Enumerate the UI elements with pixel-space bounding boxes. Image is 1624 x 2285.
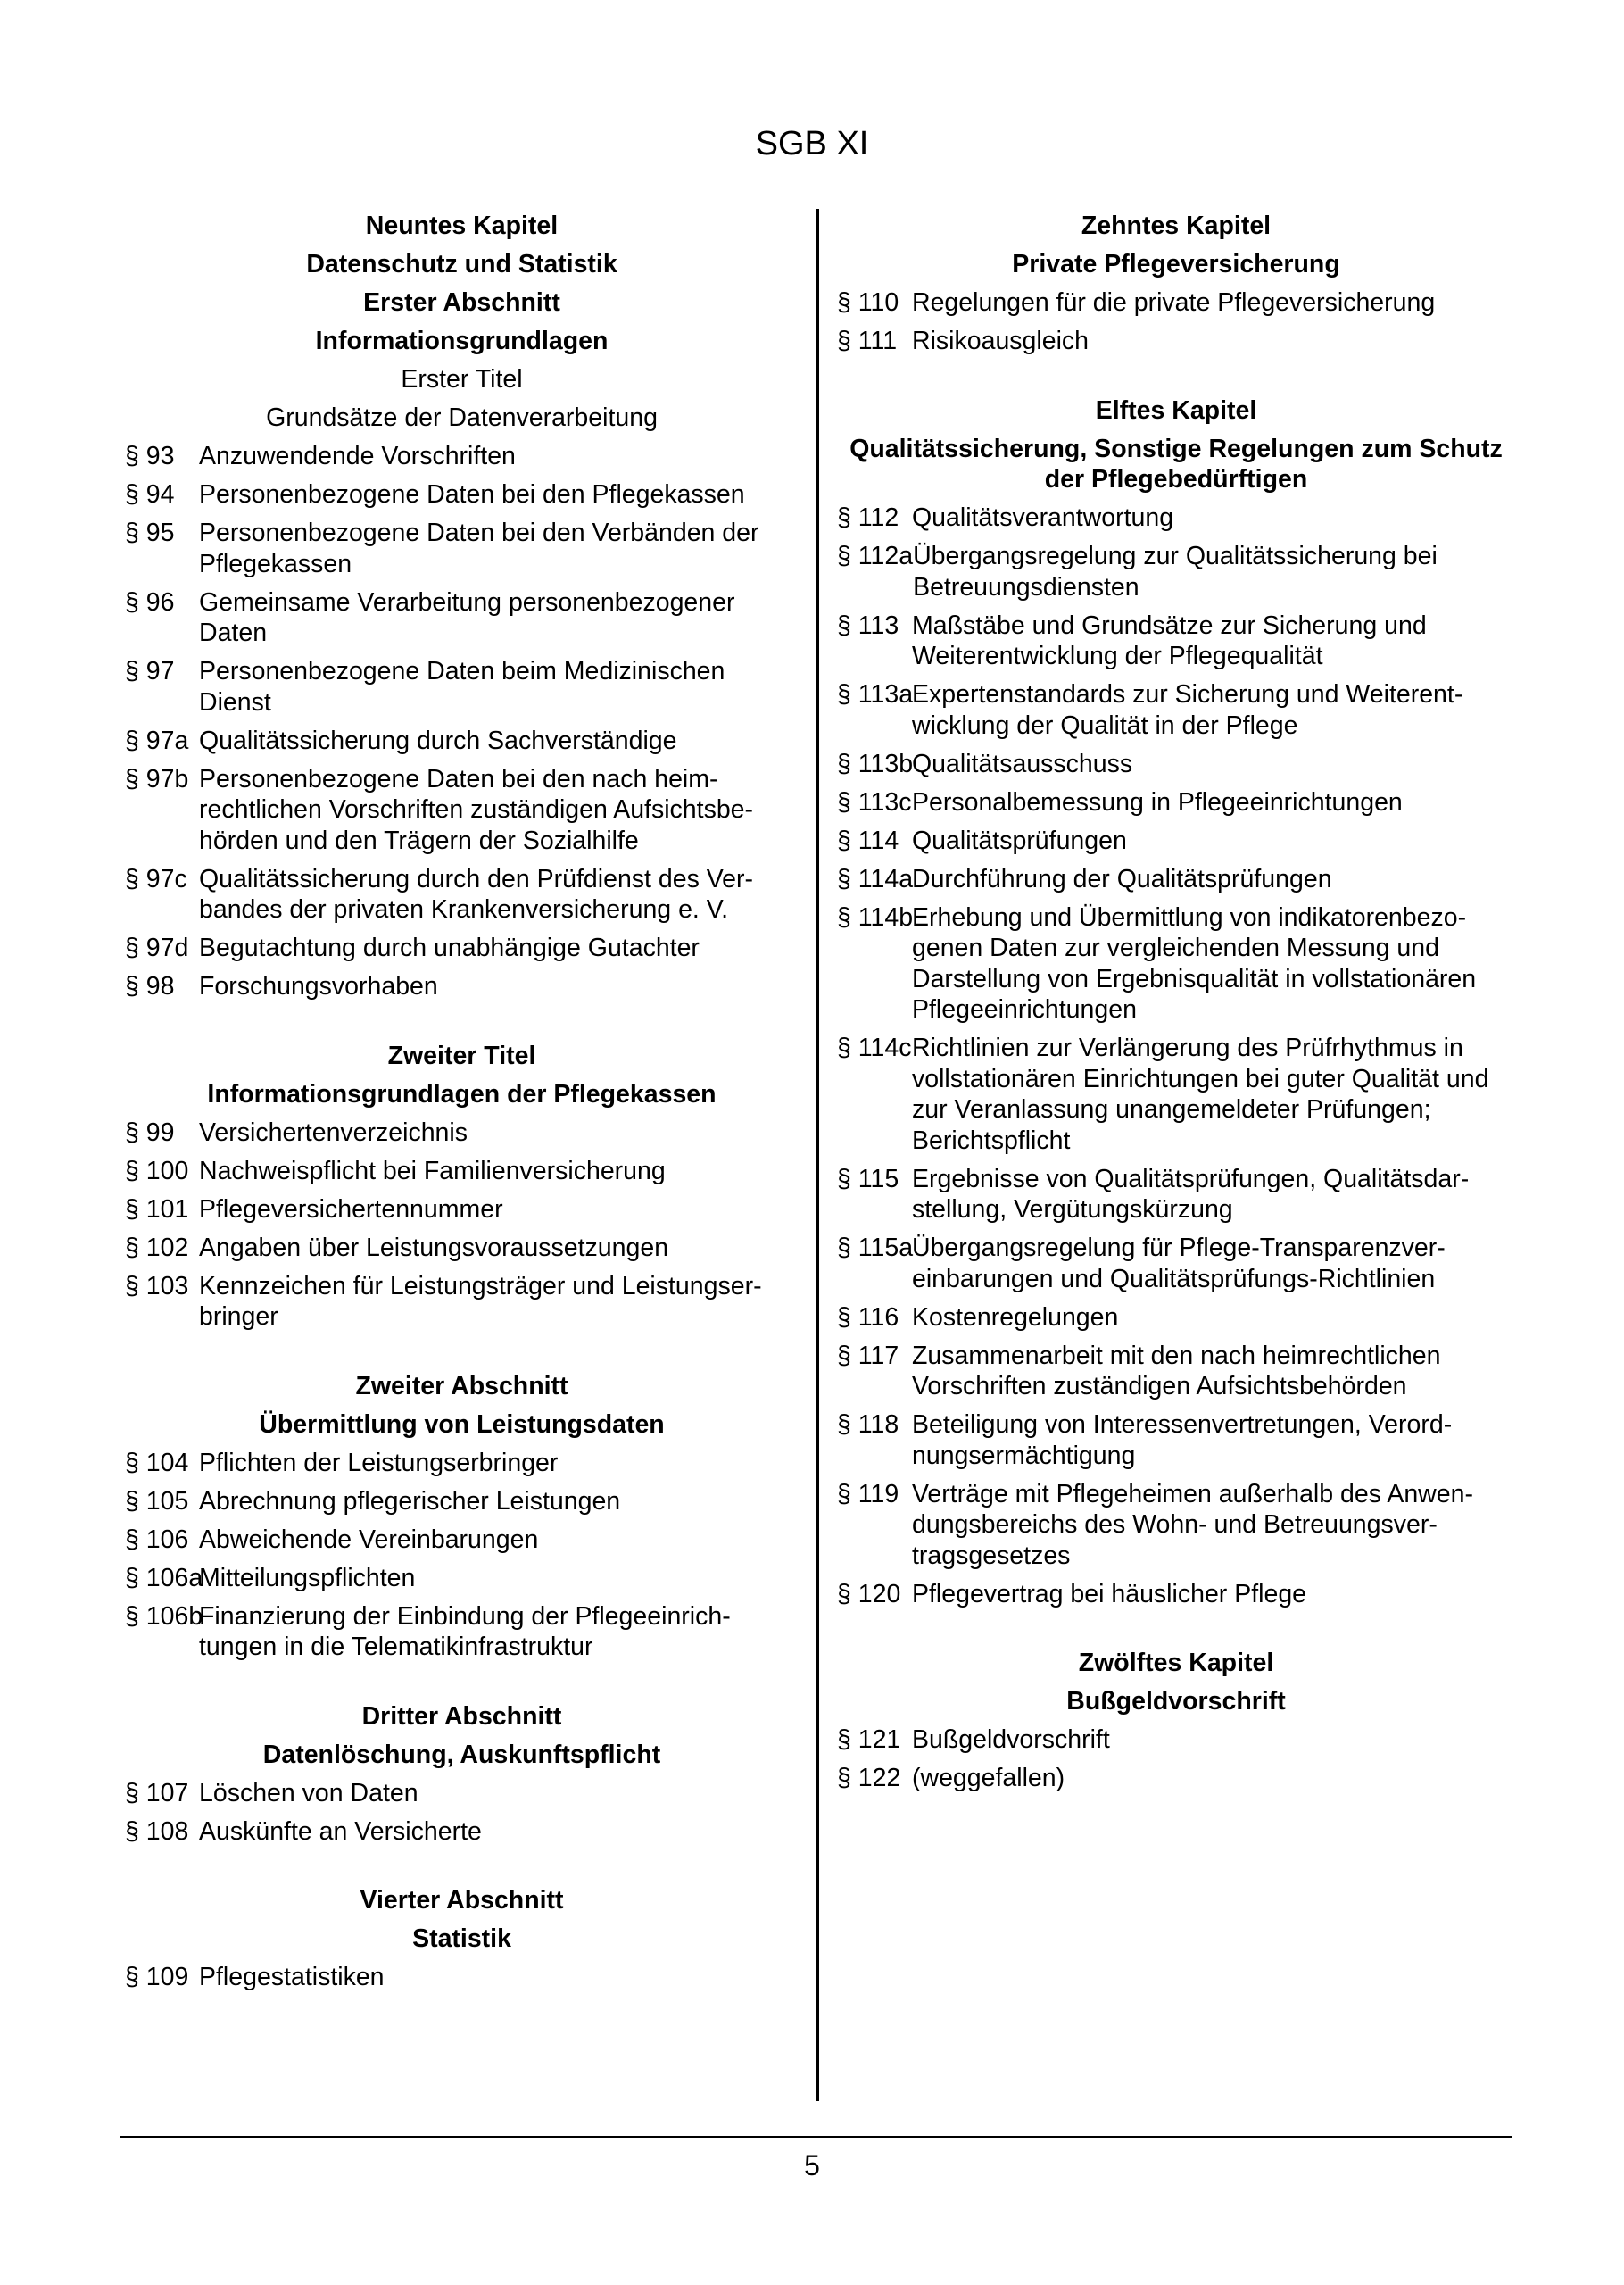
section-number: § 103 (125, 1271, 189, 1300)
section-heading: Zweiter Abschnitt (355, 1371, 568, 1400)
toc-entry (837, 326, 1515, 357)
section-number: § 97b (125, 764, 189, 794)
section-number: § 120 (837, 1579, 901, 1608)
section-label: Risikoausgleich (912, 327, 1090, 355)
section-label: Kennzeichen für Leistungsträger und Leistungser-bringer (199, 1271, 762, 1331)
toc-entry (837, 679, 1515, 741)
toc-entry (837, 1033, 1515, 1156)
section-number: § 97 (125, 657, 175, 686)
title-heading: Erster Titel (401, 365, 523, 394)
section-label: Expertenstandards zur Sicherung und Weiterent-wicklung der Qualität in der Pflege (912, 680, 1463, 740)
section-label: (weggefallen) (912, 1764, 1065, 1792)
page-number: 5 (804, 2149, 820, 2181)
section-number: § 113c (837, 787, 912, 817)
chapter-title: Bußgeldvorschrift (1066, 1687, 1286, 1716)
toc-entry (837, 1341, 1515, 1402)
section-label: Mitteilungspflichten (199, 1563, 416, 1592)
toc-entry (125, 479, 799, 511)
toc-entry (125, 1962, 799, 1993)
toc-entry (837, 1479, 1515, 1572)
chapter-heading: Elftes Kapitel (1095, 395, 1257, 425)
section-number: § 114 (837, 826, 899, 855)
section-number: § 116 (837, 1302, 899, 1332)
toc-entry (837, 1579, 1515, 1610)
section-label: Auskünfte an Versicherte (199, 1816, 482, 1846)
title-heading: Zweiter Titel (387, 1041, 536, 1070)
section-label: Abweichende Vereinbarungen (199, 1525, 539, 1554)
toc-list (837, 503, 1515, 1609)
section-number: § 94 (125, 480, 175, 509)
toc-entry (125, 1156, 799, 1187)
toc-entry (837, 749, 1515, 780)
section-label: Abrechnung pflegerischer Leistungen (199, 1486, 621, 1516)
column-divider (816, 209, 819, 2101)
section-label: Finanzierung der Einbindung der Pflegeeinrich-tungen in die Telematikinfrastruktur (199, 1601, 731, 1661)
section-number: § 115 (837, 1164, 899, 1193)
section-number: § 113 (837, 611, 899, 640)
section-number: § 115a (837, 1234, 914, 1262)
section-title: Datenlöschung, Auskunftspflicht (262, 1740, 661, 1769)
toc-entry (837, 1302, 1515, 1334)
toc-entry (837, 611, 1515, 672)
toc-entry (125, 1778, 799, 1809)
section-number: § 97c (125, 864, 187, 893)
toc-entry (125, 1194, 799, 1226)
toc-entry (837, 826, 1515, 857)
section-number: § 107 (125, 1778, 189, 1807)
section-label: Qualitätssicherung durch Sachverständige (199, 726, 677, 755)
section-label: Löschen von Daten (199, 1778, 418, 1807)
section-number: § 108 (125, 1816, 189, 1846)
section-number: § 111 (837, 327, 898, 355)
section-label: Versichertenverzeichnis (199, 1118, 468, 1147)
section-number: § 113b (837, 749, 914, 778)
toc-entry (125, 1448, 799, 1479)
section-number: § 98 (125, 972, 175, 1001)
section-heading: Erster Abschnitt (363, 288, 560, 317)
section-number: § 105 (125, 1486, 189, 1516)
title-name: Grundsätze der Datenverarbeitung (266, 403, 658, 432)
chapter-heading: Zehntes Kapitel (1081, 212, 1272, 240)
section-label: Personenbezogene Daten bei den Pflegekassen (199, 480, 745, 509)
section-label: Nachweispflicht bei Familienversicherung (199, 1156, 666, 1185)
toc-list (125, 1778, 799, 1848)
toc-entry (837, 541, 1515, 602)
section-number: § 101 (125, 1194, 189, 1224)
section-number: § 104 (125, 1448, 189, 1477)
section-number: § 112a (837, 542, 914, 570)
section-label: Begutachtung durch unabhängige Gutachter (199, 934, 700, 962)
section-number: § 117 (837, 1341, 899, 1370)
section-label: Bußgeldvorschrift (912, 1725, 1110, 1754)
toc-entry (837, 902, 1515, 1026)
section-title: Übermittlung von Leistungsdaten (259, 1409, 665, 1439)
toc-entry (125, 864, 799, 926)
section-label: Ergebnisse von Qualitätsprüfungen, Qualitätsdar-stellung, Vergütungskürzung (912, 1164, 1470, 1224)
toc-entry (837, 503, 1515, 534)
section-number: § 106 (125, 1525, 189, 1554)
toc-entry (837, 287, 1515, 319)
section-label: Qualitätsprüfungen (912, 826, 1127, 855)
section-label: Forschungsvorhaben (199, 972, 438, 1001)
chapter-heading: Zwölftes Kapitel (1078, 1649, 1274, 1677)
section-number: § 119 (837, 1479, 899, 1508)
toc-entry (125, 1525, 799, 1556)
section-number: § 100 (125, 1156, 189, 1185)
section-label: Pflichten der Leistungserbringer (199, 1448, 559, 1477)
section-label: Qualitätssicherung durch den Prüfdienst des Ver-bandes der privaten Krankenversicherung e. V. (199, 864, 754, 924)
toc-entry (125, 1601, 799, 1663)
section-label: Richtlinien zur Verlängerung des Prüfrhythmus in vollstationären Einrichtungen bei guter Qualität und zur Veranlassung unangemeldeter Prüfungen; Berichtspflicht (912, 1034, 1489, 1155)
section-label: Maßstäbe und Grundsätze zur Sicherung und Weiterentwicklung der Pflegequalität (912, 611, 1427, 670)
toc-entry (125, 1486, 799, 1517)
section-label: Qualitätsausschuss (912, 749, 1133, 778)
toc-list (125, 1118, 799, 1333)
toc-list (837, 1724, 1515, 1794)
section-heading: Vierter Abschnitt (360, 1886, 564, 1915)
section-number: § 106a (125, 1563, 203, 1592)
chapter-title: Datenschutz und Statistik (306, 250, 617, 278)
toc-entry (125, 971, 799, 1002)
section-label: Verträge mit Pflegeheimen außerhalb des Anwen-dungsbereichs des Wohn- und Betreuungsver-tragsgesetzes (912, 1479, 1473, 1570)
section-title: Statistik (412, 1924, 511, 1953)
toc-entry (837, 864, 1515, 895)
section-number: § 114a (837, 864, 914, 893)
section-label: Gemeinsame Verarbeitung personenbezogener Daten (199, 587, 735, 647)
toc-list (125, 1962, 799, 1993)
toc-entry (125, 726, 799, 757)
section-label: Qualitätsverantwortung (912, 503, 1174, 532)
toc-entry (837, 1409, 1515, 1471)
section-number: § 109 (125, 1963, 189, 1991)
section-label: Pflegestatistiken (199, 1963, 385, 1991)
section-label: Personenbezogene Daten bei den nach heim-rechtlichen Vorschriften zuständigen Aufsichtsbe-hörden und den Trägern der Sozialhilfe (199, 764, 754, 855)
section-number: § 114c (837, 1034, 912, 1062)
toc-list (125, 1448, 799, 1663)
section-number: § 97d (125, 934, 189, 962)
section-number: § 102 (125, 1233, 189, 1262)
toc-entry (125, 441, 799, 472)
section-label: Pflegeversichertennummer (199, 1194, 503, 1224)
section-number: § 114b (837, 902, 914, 932)
toc-entry (125, 587, 799, 649)
toc-entry (125, 1118, 799, 1149)
section-number: § 110 (837, 288, 899, 317)
toc-entry (125, 656, 799, 718)
toc-entry (125, 933, 799, 964)
section-number: § 113a (837, 680, 914, 709)
toc-entry (125, 1271, 799, 1333)
section-number: § 93 (125, 442, 175, 470)
section-number: § 95 (125, 519, 175, 547)
toc-entry (125, 518, 799, 579)
right-column (837, 211, 1515, 1801)
section-number: § 99 (125, 1118, 175, 1147)
toc-entry (837, 787, 1515, 818)
chapter-heading: Neuntes Kapitel (365, 212, 559, 240)
toc-entry (125, 1233, 799, 1264)
toc-entry (125, 1563, 799, 1594)
section-number: § 118 (837, 1410, 899, 1439)
section-label: Pflegevertrag bei häuslicher Pflege (912, 1579, 1307, 1608)
section-number: § 112 (837, 503, 899, 532)
toc-entry (125, 764, 799, 857)
toc-list (837, 287, 1515, 357)
section-number: § 96 (125, 587, 175, 617)
section-heading: Dritter Abschnitt (361, 1701, 562, 1731)
page-title: SGB XI (755, 125, 869, 162)
section-label: Übergangsregelung für Pflege-Transparenzver-einbarungen und Qualitätsprüfungs-Richtlinien (912, 1234, 1446, 1293)
section-number: § 122 (837, 1764, 901, 1792)
section-number: § 97a (125, 726, 189, 755)
section-title: Informationsgrundlagen (315, 327, 609, 355)
section-label: Beteiligung von Interessenvertretungen, Verord-nungsermächtigung (912, 1410, 1453, 1470)
toc-entry (837, 1724, 1515, 1756)
section-number: § 106b (125, 1601, 203, 1631)
section-label: Personalbemessung in Pflegeeinrichtungen (912, 787, 1403, 817)
title-name: Informationsgrundlagen der Pflegekassen (207, 1079, 717, 1109)
section-label: Kostenregelungen (912, 1302, 1119, 1332)
toc-entry (837, 1763, 1515, 1794)
section-number: § 121 (837, 1725, 901, 1754)
section-label: Übergangsregelung zur Qualitätssicherung bei Betreuungsdiensten (913, 542, 1438, 602)
toc-list (125, 441, 799, 1002)
section-label: Personenbezogene Daten bei den Verbänden der Pflegekassen (199, 519, 759, 578)
section-label: Zusammenarbeit mit den nach heimrechtlichen Vorschriften zuständigen Aufsichtsbehörden (912, 1341, 1441, 1400)
chapter-title: Private Pflegeversicherung (1012, 250, 1340, 278)
section-label: Durchführung der Qualitätsprüfungen (912, 864, 1332, 893)
toc-entry (837, 1233, 1515, 1294)
chapter-title: Qualitätssicherung, Sonstige Regelungen zum Schutz der Pflegebedürftigen (849, 434, 1503, 494)
section-label: Regelungen für die private Pflegeversicherung (912, 288, 1436, 317)
section-label: Angaben über Leistungsvoraussetzungen (199, 1233, 669, 1262)
section-label: Personenbezogene Daten beim Medizinischen Dienst (199, 657, 725, 717)
section-label: Anzuwendende Vorschriften (199, 442, 516, 470)
section-label: Erhebung und Übermittlung von indikatorenbezo-genen Daten zur vergleichenden Messung und Darstellung von Ergebnisqualität in vollstationären Pflegeeinrichtungen (912, 902, 1477, 1024)
left-column (125, 211, 799, 2000)
toc-entry (837, 1164, 1515, 1226)
toc-entry (125, 1816, 799, 1848)
